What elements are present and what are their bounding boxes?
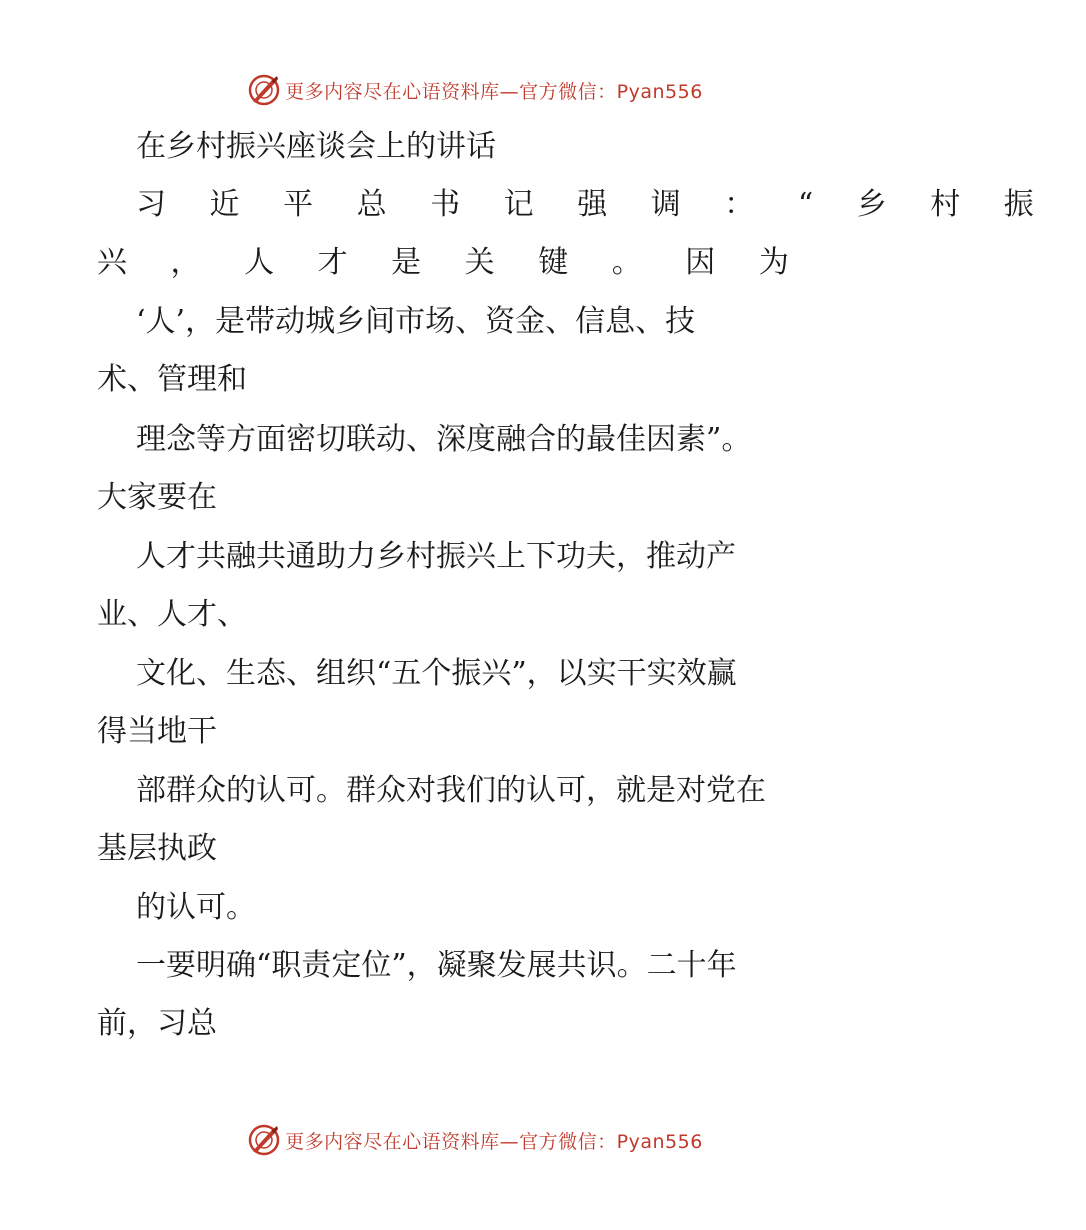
watermark-text: 更多内容尽在心语资料库—官方微信：Pyan556 [285, 80, 703, 103]
paragraph-line: ‘人’，是带动城乡间市场、资金、信息、技 [136, 304, 696, 339]
paragraph-line: 习 近 平 总 书 记 强 调 ： “ 乡 村 振 [136, 187, 1051, 222]
paragraph-line: 的认可。 [136, 890, 256, 925]
watermark-text: 更多内容尽在心语资料库—官方微信：Pyan556 [285, 1130, 703, 1153]
paragraph-line: 文化、生态、组织“五个振兴”，以实干实效赢 [136, 656, 737, 691]
header-watermark [0, 70, 950, 110]
paragraph-line: 一要明确“职责定位”，凝聚发展共识。二十年 [136, 948, 737, 983]
quill-logo-icon [247, 73, 281, 107]
paragraph-line: 基层执政 [97, 831, 217, 866]
paragraph-line: 人才共融共通助力乡村振兴上下功夫，推动产 [136, 539, 736, 574]
paragraph-line: 术、管理和 [97, 362, 247, 397]
paragraph-line: 理念等方面密切联动、深度融合的最佳因素”。 [136, 422, 752, 457]
document-title: 在乡村振兴座谈会上的讲话 [136, 129, 496, 164]
paragraph-line: 兴 ， 人 才 是 关 键 。 因 为 [97, 245, 806, 280]
paragraph-line: 大家要在 [97, 480, 217, 515]
paragraph-line: 业、人才、 [97, 597, 247, 632]
quill-logo-icon [247, 1123, 281, 1157]
footer-watermark [0, 1120, 950, 1160]
paragraph-line: 前，习总 [97, 1006, 217, 1041]
paragraph-line: 得当地干 [97, 714, 217, 749]
paragraph-line: 部群众的认可。群众对我们的认可，就是对党在 [136, 773, 766, 808]
